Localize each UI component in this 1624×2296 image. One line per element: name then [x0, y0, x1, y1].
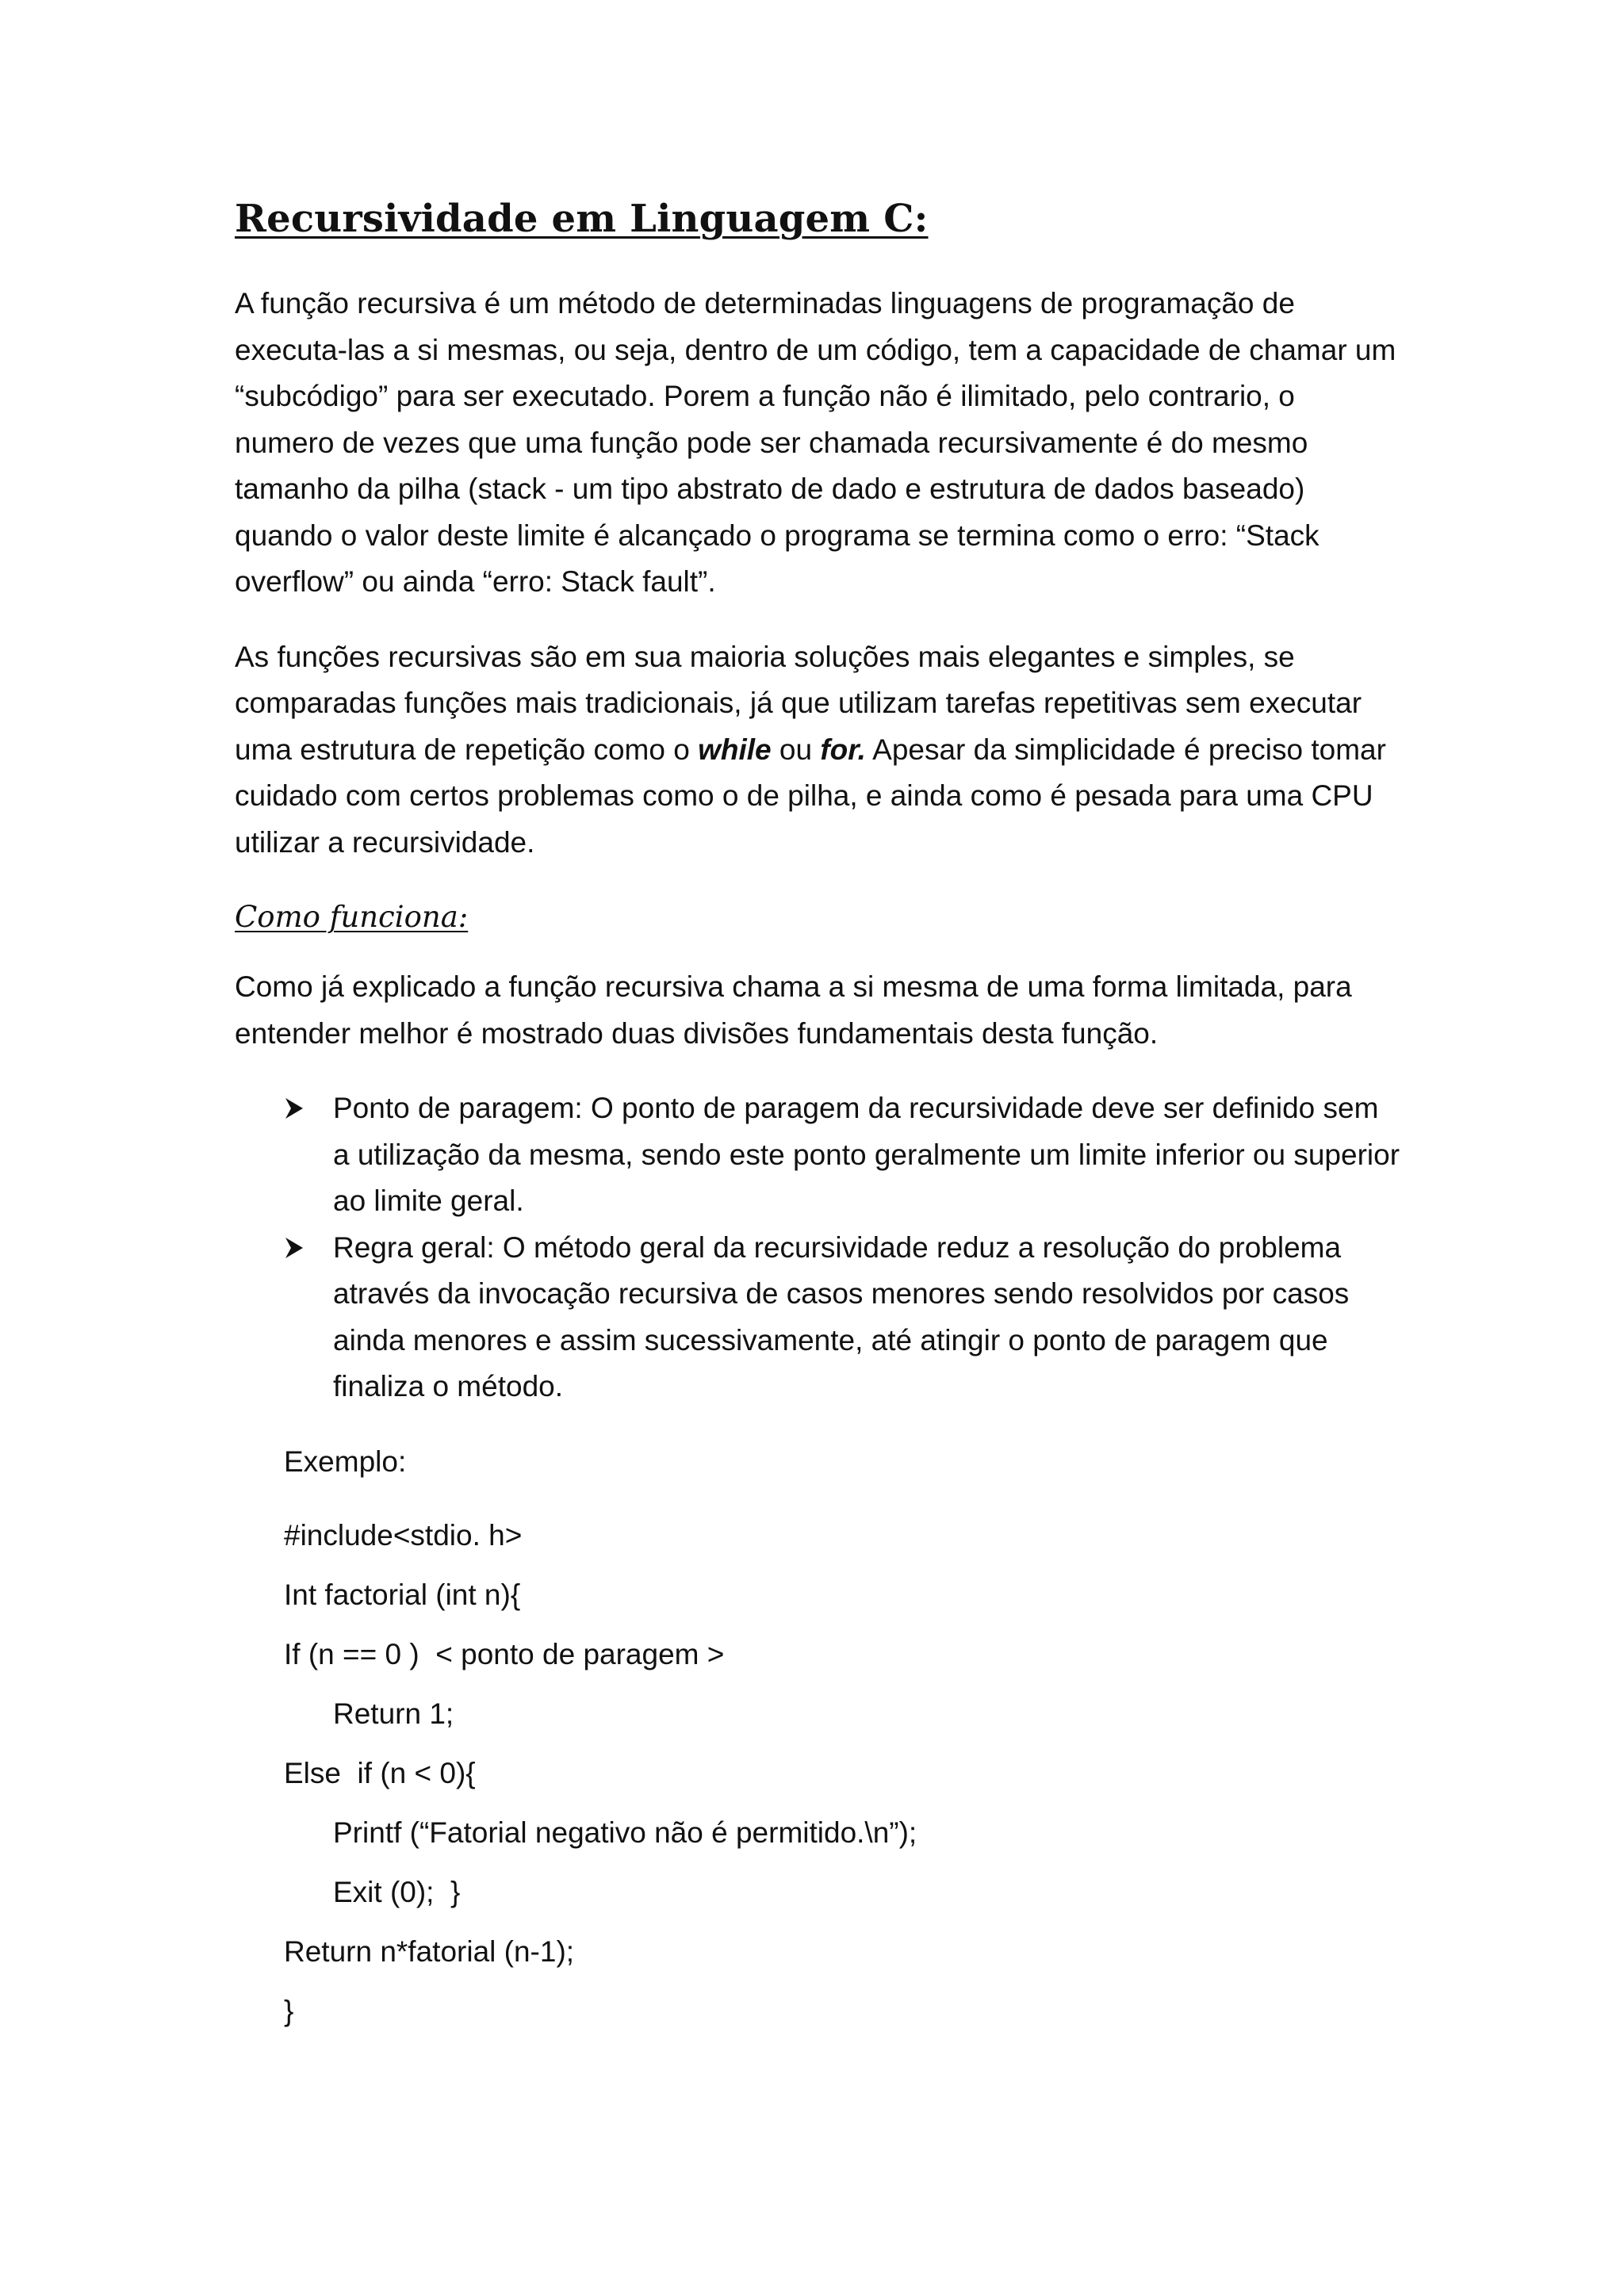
page-title: Recursividade em Linguagem C: — [235, 197, 929, 241]
keyword-while: while — [698, 733, 772, 766]
code-line: If (n == 0 ) < ponto de paragem > — [284, 1637, 725, 1670]
code-line: Exit (0); } — [333, 1875, 461, 1908]
code-example — [235, 1439, 1400, 2041]
list-item-text: Ponto de paragem: O ponto de paragem da recursividade deve ser definido sem a utilização da mesma, sendo este ponto geralmente um limite inferior ou superior ao limite geral. — [333, 1092, 1400, 1217]
arrow-bullet-icon — [284, 1096, 304, 1120]
code-line: Return 1; — [333, 1697, 454, 1730]
list-item-text: Regra geral: O método geral da recursividade reduz a resolução do problema através da invocação recursiva de casos menores sendo resolvidos por casos ainda menores e assim sucessivamente, até atingir o ponto de paragem que finaliza o método. — [333, 1230, 1350, 1402]
second-paragraph-part3: Apesar da simplicidade é preciso tomar cuidado com certos problemas como o de pilha, e ainda como é pesada para uma CPU utilizar a recursividade. — [235, 733, 1386, 859]
code-line: Else if (n < 0){ — [284, 1756, 476, 1789]
code-line: #include<stdio. h> — [284, 1518, 523, 1552]
keyword-for: for. — [820, 733, 866, 766]
second-paragraph-part1: As funções recursivas são em sua maioria soluções mais elegantes e simples, se comparadas funções mais tradicionais, já que utilizam tarefas repetitivas sem executar uma estrutura de repetição como o — [235, 640, 1362, 766]
code-line: Printf (“Fatorial negativo não é permitido.\n”); — [333, 1816, 917, 1849]
example-label: Exemplo: — [284, 1445, 407, 1478]
second-paragraph-part2: ou — [771, 733, 821, 766]
second-paragraph — [235, 634, 1400, 867]
section-subheading: Como funciona: — [235, 900, 469, 934]
code-line: Int factorial (int n){ — [284, 1578, 521, 1611]
list-item — [235, 1225, 1400, 1410]
how-paragraph: Como já explicado a função recursiva chama a si mesma de uma forma limitada, para entender melhor é mostrado duas divisões fundamentais desta função. — [235, 970, 1352, 1050]
code-line: } — [284, 1994, 294, 2027]
list-item — [235, 1085, 1400, 1225]
document-page — [235, 189, 1400, 2041]
bullet-list — [235, 1085, 1400, 1410]
arrow-bullet-icon — [284, 1236, 304, 1260]
code-line: Return n*fatorial (n-1); — [284, 1934, 575, 1968]
intro-paragraph: A função recursiva é um método de determinadas linguagens de programação de executa-las a si mesmas, ou seja, dentro de um código, tem a capacidade de chamar um “subcódigo” para ser executado. Porem a função não é ilimitado, pelo contrario, o numero de vezes que uma função pode ser chamada recursivamente é do mesmo tamanho da pilha (stack - um tipo abstrato de dado e estrutura de dados baseado) quando o valor deste limite é alcançado o programa se termina como o erro: “Stack overflow” ou ainda “erro: Stack fault”. — [235, 287, 1396, 598]
